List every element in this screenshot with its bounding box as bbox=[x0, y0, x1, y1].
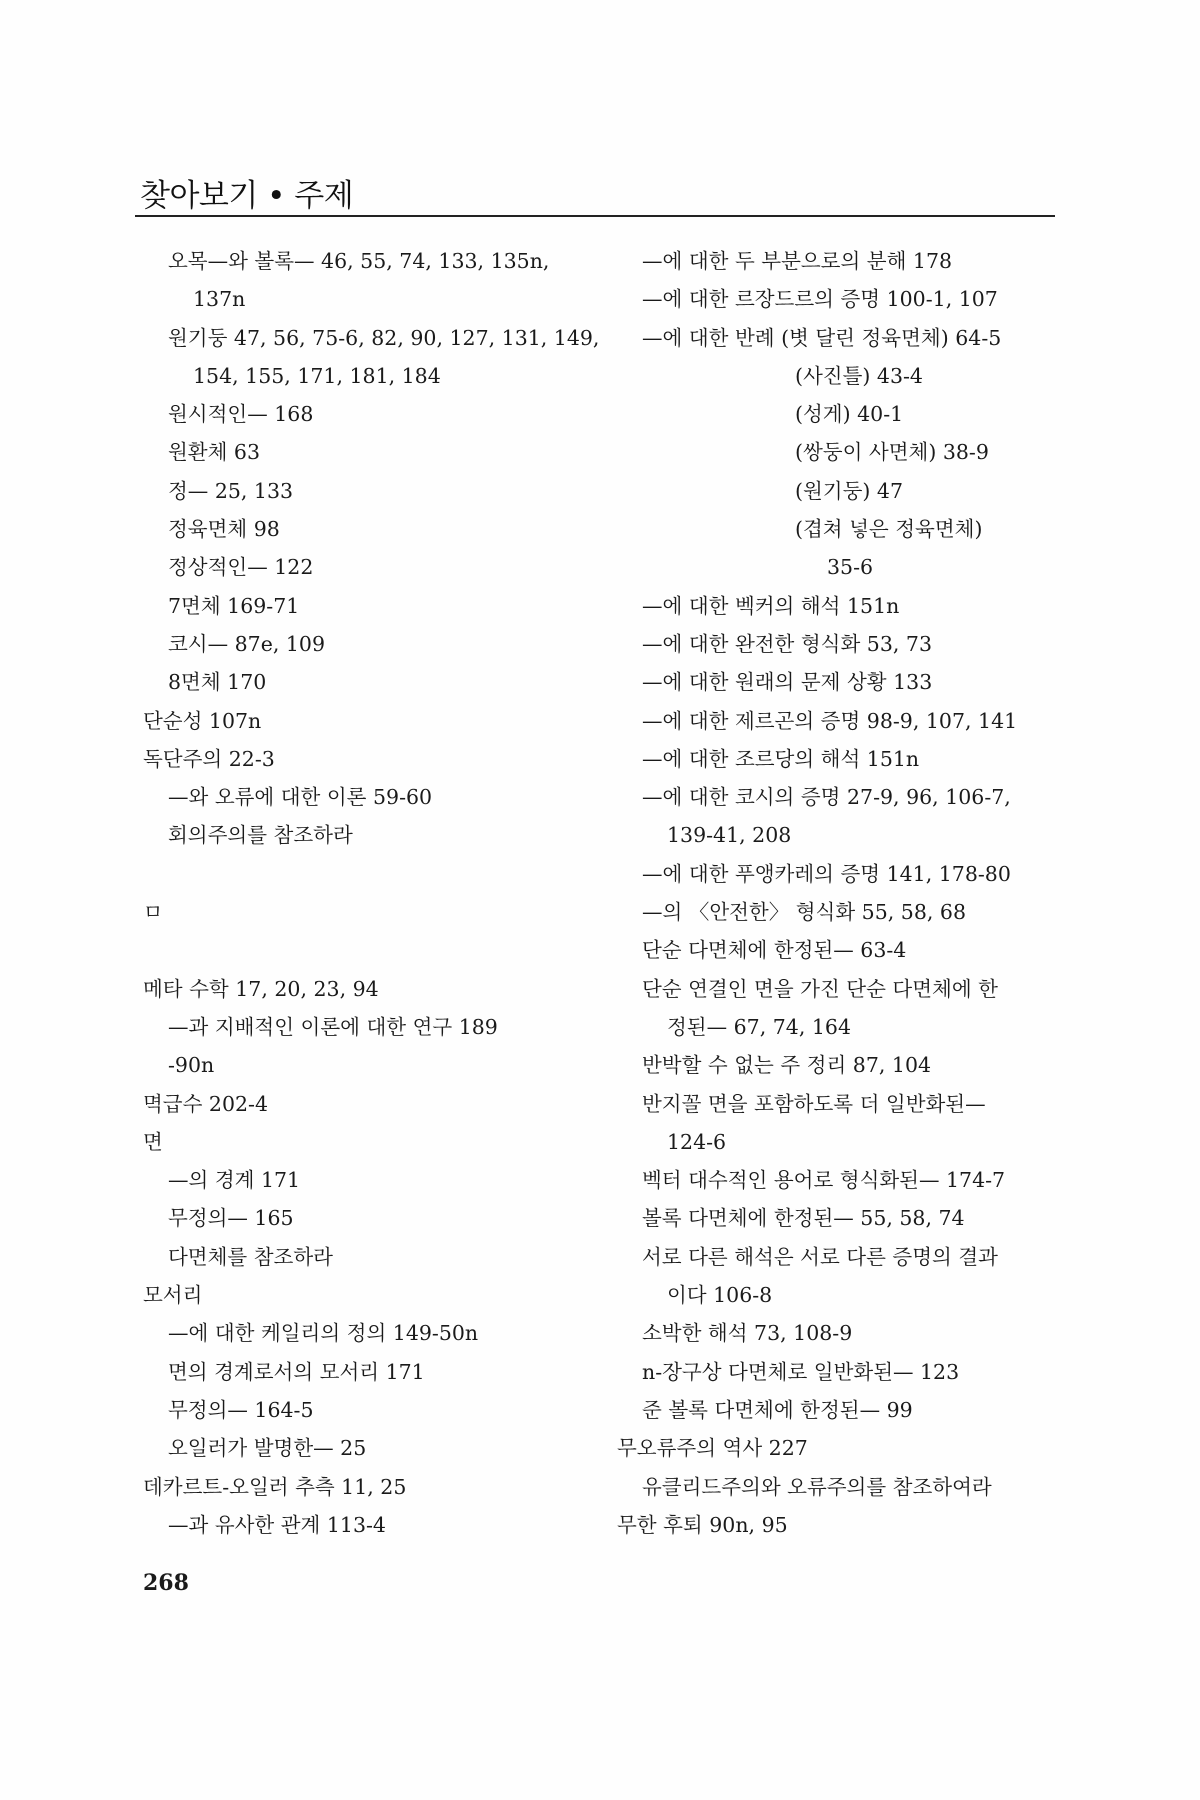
index-entry: 정— 25, 133 bbox=[168, 478, 294, 503]
index-entry: 모서리 bbox=[143, 1283, 203, 1308]
index-entry: 면 bbox=[143, 1129, 163, 1154]
index-entry: 준 볼록 다면체에 한정된— 99 bbox=[642, 1397, 913, 1422]
index-entry: 7면체 169-71 bbox=[168, 593, 300, 618]
index-entry: —에 대한 푸앵카레의 증명 141, 178-80 bbox=[642, 861, 1011, 886]
index-entry: 벡터 대수적인 용어로 형식화된— 174-7 bbox=[642, 1168, 1006, 1193]
index-entry: (원기둥) 47 bbox=[795, 478, 904, 503]
index-entry: 139-41, 208 bbox=[667, 823, 792, 848]
index-entry: 154, 155, 171, 181, 184 bbox=[193, 363, 441, 388]
index-entry: (사진틀) 43-4 bbox=[795, 363, 923, 388]
index-entry: 무정의— 165 bbox=[168, 1206, 294, 1231]
index-entry: —에 대한 벡커의 해석 151n bbox=[642, 593, 900, 618]
index-entry: 무한 후퇴 90n, 95 bbox=[617, 1512, 788, 1537]
index-entry: -90n bbox=[168, 1053, 215, 1078]
index-entry: —에 대한 두 부분으로의 분해 178 bbox=[642, 249, 953, 273]
index-entry: 8면체 170 bbox=[168, 670, 267, 695]
index-entry: 원기둥 47, 56, 75-6, 82, 90, 127, 131, 149, bbox=[168, 325, 600, 350]
index-entry: —에 대한 완전한 형식화 53, 73 bbox=[642, 631, 932, 656]
index-entry: 정상적인— 122 bbox=[168, 555, 314, 580]
index-entry: —에 대한 케일리의 정의 149-50n bbox=[168, 1321, 479, 1346]
index-entry: 소박한 해석 73, 108-9 bbox=[642, 1321, 853, 1346]
index-entry: (겹쳐 넣은 정육면체) bbox=[795, 517, 983, 542]
index-entry: 무정의— 164-5 bbox=[168, 1397, 314, 1422]
index-entry: —에 대한 원래의 문제 상황 133 bbox=[642, 670, 933, 695]
index-entry: 오일러가 발명한— 25 bbox=[168, 1436, 367, 1461]
running-header: 찾아보기 • 주제 bbox=[140, 178, 354, 214]
blank-line bbox=[143, 931, 603, 969]
index-entry: 오목—와 볼록— 46, 55, 74, 133, 135n, bbox=[168, 249, 550, 273]
index-entry: 124-6 bbox=[667, 1129, 727, 1154]
index-column-left bbox=[143, 242, 603, 1544]
page-number: 268 bbox=[143, 1570, 189, 1596]
index-entry: 반박할 수 없는 주 정리 87, 104 bbox=[642, 1053, 932, 1078]
index-entry: 다면체를 참조하라 bbox=[168, 1244, 333, 1269]
index-entry: n-장구상 다면체로 일반화된— 123 bbox=[642, 1359, 960, 1384]
header-rule bbox=[135, 215, 1055, 217]
index-entry: —과 유사한 관계 113-4 bbox=[168, 1512, 386, 1537]
index-entry: —에 대한 제르곤의 증명 98-9, 107, 141 bbox=[642, 708, 1018, 733]
index-entry: 35-6 bbox=[827, 555, 874, 580]
index-entry: 단순 다면체에 한정된— 63-4 bbox=[642, 938, 907, 963]
index-entry: 코시— 87e, 109 bbox=[168, 631, 326, 656]
index-entry: 원환체 63 bbox=[168, 440, 261, 465]
index-entry: 정육면체 98 bbox=[168, 517, 280, 542]
index-entry: 단순 연결인 면을 가진 단순 다면체에 한 bbox=[642, 976, 998, 1001]
index-entry: —과 지배적인 이론에 대한 연구 189 bbox=[168, 1014, 498, 1039]
index-entry: —에 대한 조르당의 해석 151n bbox=[642, 746, 920, 771]
index-entry: —와 오류에 대한 이론 59-60 bbox=[168, 785, 433, 810]
index-entry: 볼록 다면체에 한정된— 55, 58, 74 bbox=[642, 1206, 965, 1231]
index-entry: —에 대한 코시의 증명 27-9, 96, 106-7, bbox=[642, 785, 1011, 810]
index-entry: 독단주의 22-3 bbox=[143, 746, 275, 771]
index-entry: (쌍둥이 사면체) 38-9 bbox=[795, 440, 989, 465]
index-entry: 면의 경계로서의 모서리 171 bbox=[168, 1359, 425, 1384]
index-entry: —에 대한 반례 (볏 달린 정육면체) 64-5 bbox=[642, 325, 1002, 350]
index-entry: 데카르트-오일러 추측 11, 25 bbox=[143, 1474, 407, 1499]
index-entry: 단순성 107n bbox=[143, 708, 262, 733]
index-entry: —에 대한 르장드르의 증명 100-1, 107 bbox=[642, 287, 998, 312]
index-entry: 이다 106-8 bbox=[667, 1283, 773, 1308]
index-entry: —의 〈안전한〉 형식화 55, 58, 68 bbox=[642, 900, 966, 925]
index-entry: 137n bbox=[193, 287, 246, 312]
index-entry: 멱급수 202-4 bbox=[143, 1091, 269, 1116]
index-entry: 메타 수학 17, 20, 23, 94 bbox=[143, 976, 379, 1001]
blank-line bbox=[143, 855, 603, 893]
index-entry: 서로 다른 해석은 서로 다른 증명의 결과 bbox=[642, 1244, 998, 1269]
index-entry: 원시적인— 168 bbox=[168, 402, 314, 427]
index-entry: —의 경계 171 bbox=[168, 1168, 301, 1193]
index-entry: 무오류주의 역사 227 bbox=[617, 1436, 808, 1461]
index-section-letter: ㅁ bbox=[143, 900, 163, 925]
index-entry: 반지꼴 면을 포함하도록 더 일반화된— bbox=[642, 1091, 986, 1116]
index-entry: (성게) 40-1 bbox=[795, 402, 904, 427]
index-entry: 정된— 67, 74, 164 bbox=[667, 1014, 851, 1039]
index-entry: 회의주의를 참조하라 bbox=[168, 823, 353, 848]
index-column-right bbox=[617, 242, 1057, 1544]
index-entry: 유클리드주의와 오류주의를 참조하여라 bbox=[642, 1474, 992, 1499]
